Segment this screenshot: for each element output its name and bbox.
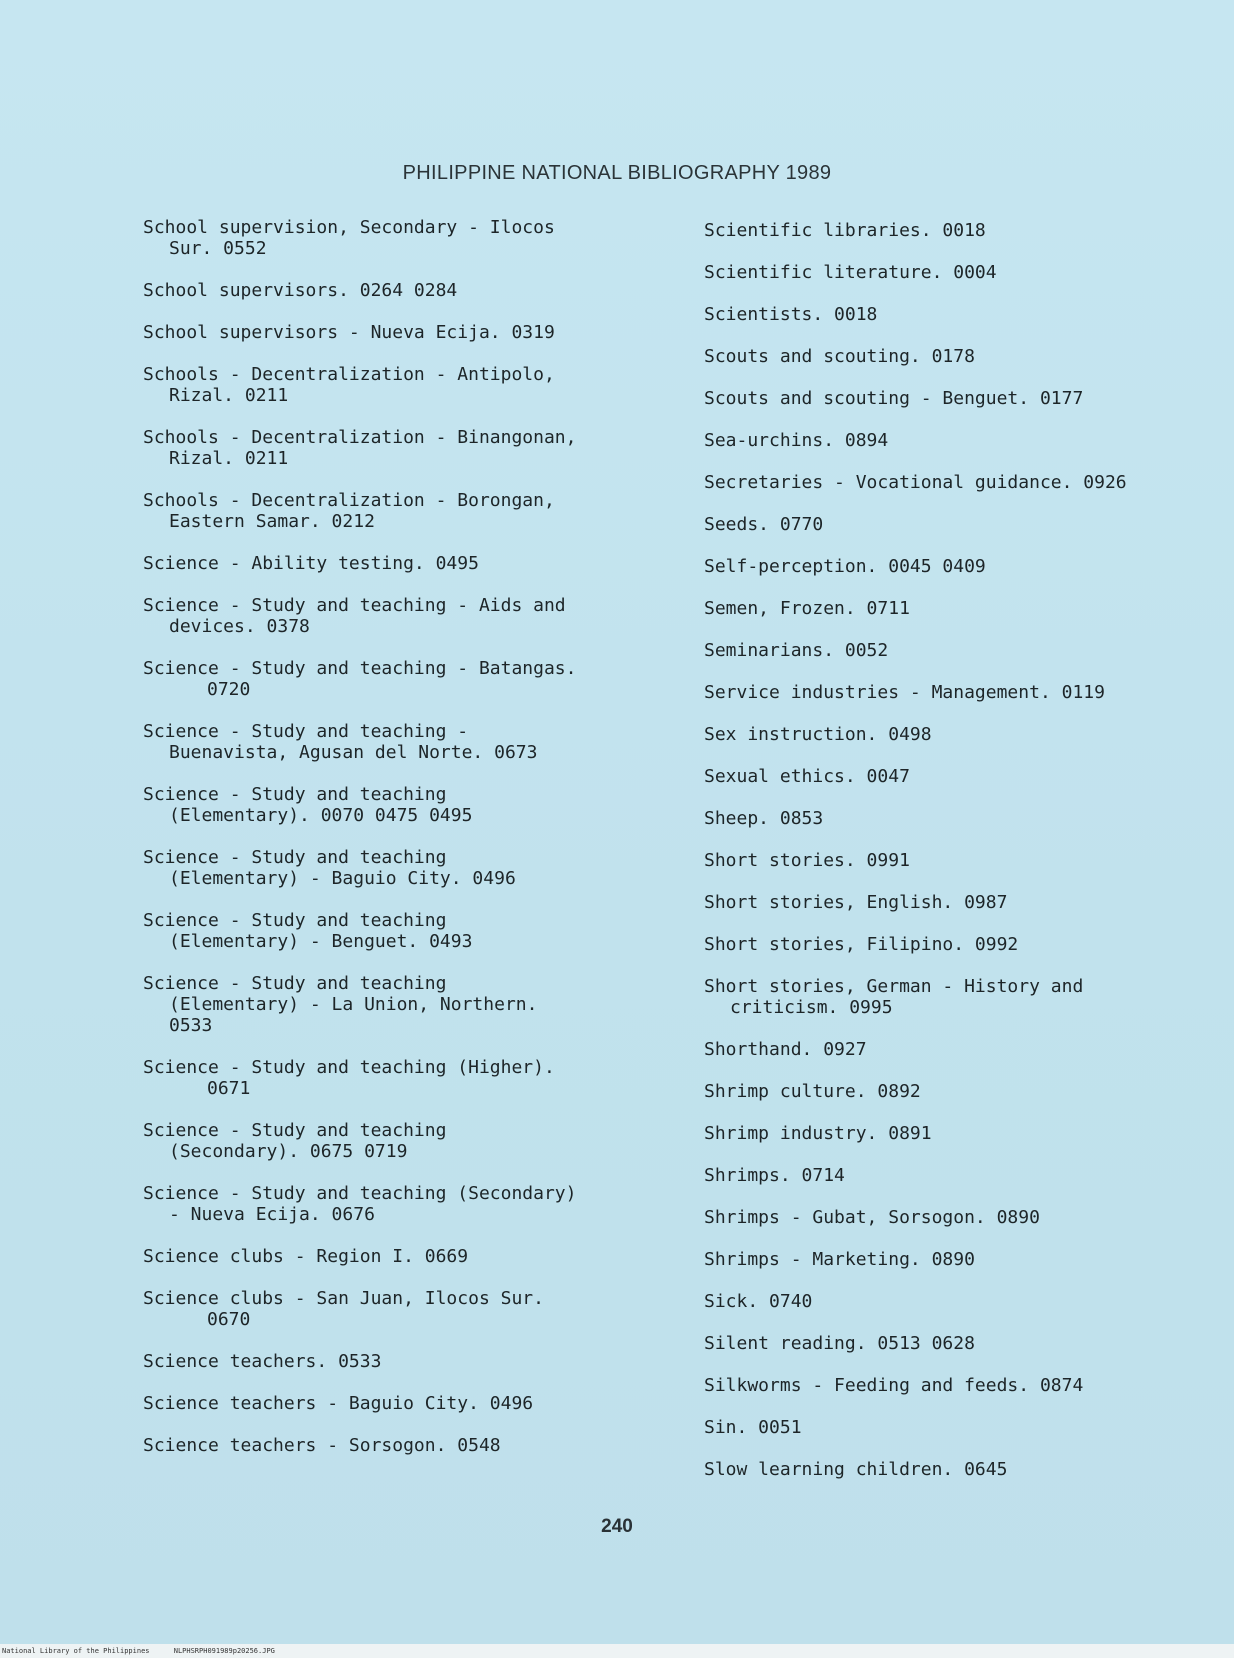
entry-heading: Science clubs - Region I. 0669 bbox=[143, 1246, 469, 1267]
index-entry bbox=[704, 388, 1224, 409]
entry-heading: Short stories, German - History and bbox=[704, 976, 1084, 997]
index-entry bbox=[704, 1333, 1224, 1354]
entry-heading: Sex instruction. 0498 bbox=[704, 724, 932, 745]
index-entry bbox=[143, 490, 663, 532]
entry-heading: Science - Study and teaching - bbox=[143, 721, 469, 742]
entry-heading: Science teachers - Baguio City. 0496 bbox=[143, 1393, 534, 1414]
index-entry bbox=[143, 784, 663, 826]
entry-continuation: Buenavista, Agusan del Norte. 0673 bbox=[169, 742, 538, 763]
entry-heading: Schools - Decentralization - Antipolo, bbox=[143, 364, 555, 385]
right-index-column bbox=[704, 220, 1224, 1501]
entry-heading: Science teachers - Sorsogon. 0548 bbox=[143, 1435, 501, 1456]
index-entry bbox=[704, 472, 1224, 493]
entry-continuation: (Secondary). 0675 0719 bbox=[169, 1141, 408, 1162]
entry-continuation: Rizal. 0211 bbox=[169, 448, 289, 469]
entry-heading: Science - Study and teaching bbox=[143, 910, 447, 931]
entry-heading: Self-perception. 0045 0409 bbox=[704, 556, 986, 577]
entry-heading: Science - Study and teaching bbox=[143, 847, 447, 868]
index-entry bbox=[143, 364, 663, 406]
index-entry bbox=[143, 658, 663, 700]
entry-continuation: - Nueva Ecija. 0676 bbox=[169, 1204, 375, 1225]
entry-heading: Science clubs - San Juan, Ilocos Sur. bbox=[143, 1288, 544, 1309]
entry-heading: Short stories, Filipino. 0992 bbox=[704, 934, 1019, 955]
entry-heading: Science - Study and teaching bbox=[143, 973, 447, 994]
entry-heading: Shrimps. 0714 bbox=[704, 1165, 845, 1186]
index-entry bbox=[143, 910, 663, 952]
index-entry bbox=[704, 556, 1224, 577]
entry-heading: Scientists. 0018 bbox=[704, 304, 878, 325]
index-entry bbox=[704, 1081, 1224, 1102]
index-entry bbox=[143, 1393, 663, 1414]
entry-heading: Schools - Decentralization - Borongan, bbox=[143, 490, 555, 511]
page-header: PHILIPPINE NATIONAL BIBLIOGRAPHY 1989 bbox=[402, 162, 832, 184]
entry-heading: Scouts and scouting - Benguet. 0177 bbox=[704, 388, 1084, 409]
entry-heading: Science - Study and teaching (Secondary) bbox=[143, 1183, 577, 1204]
index-entry bbox=[704, 1123, 1224, 1144]
footer-filename: NLPHSRPH091989p20256.JPG bbox=[173, 1647, 275, 1655]
index-entry bbox=[143, 1435, 663, 1456]
index-entry bbox=[704, 220, 1224, 241]
entry-heading: Science - Study and teaching bbox=[143, 1120, 447, 1141]
footer-source: National Library of the Philippines bbox=[2, 1647, 150, 1655]
entry-heading: Silkworms - Feeding and feeds. 0874 bbox=[704, 1375, 1084, 1396]
left-index-column bbox=[143, 217, 663, 1477]
entry-continuation: Eastern Samar. 0212 bbox=[169, 511, 375, 532]
index-entry bbox=[143, 1120, 663, 1162]
entry-heading: Seeds. 0770 bbox=[704, 514, 824, 535]
index-entry bbox=[143, 280, 663, 301]
entry-heading: Short stories, English. 0987 bbox=[704, 892, 1008, 913]
entry-heading: Scouts and scouting. 0178 bbox=[704, 346, 975, 367]
index-entry bbox=[143, 217, 663, 259]
entry-heading: Scientific libraries. 0018 bbox=[704, 220, 986, 241]
entry-heading: Shorthand. 0927 bbox=[704, 1039, 867, 1060]
entry-heading: Sea-urchins. 0894 bbox=[704, 430, 889, 451]
index-entry bbox=[704, 1459, 1224, 1480]
entry-heading: Sick. 0740 bbox=[704, 1291, 813, 1312]
index-entry bbox=[704, 976, 1224, 1018]
index-entry bbox=[704, 430, 1224, 451]
index-entry bbox=[704, 724, 1224, 745]
index-entry bbox=[704, 766, 1224, 787]
index-entry bbox=[704, 1207, 1224, 1228]
page-number: 240 bbox=[601, 1516, 633, 1537]
index-entry bbox=[704, 892, 1224, 913]
entry-heading: Science - Study and teaching (Higher). bbox=[143, 1057, 555, 1078]
entry-continuation: 0533 bbox=[169, 1015, 213, 1036]
entry-heading: Service industries - Management. 0119 bbox=[704, 682, 1105, 703]
entry-heading: Schools - Decentralization - Binangonan, bbox=[143, 427, 577, 448]
entry-heading: School supervision, Secondary - Ilocos bbox=[143, 217, 555, 238]
index-entry bbox=[143, 1288, 663, 1330]
index-entry bbox=[704, 598, 1224, 619]
index-entry bbox=[143, 427, 663, 469]
index-entry bbox=[704, 808, 1224, 829]
index-entry bbox=[143, 1246, 663, 1267]
entry-heading: School supervisors - Nueva Ecija. 0319 bbox=[143, 322, 555, 343]
index-entry bbox=[143, 721, 663, 763]
index-entry bbox=[704, 262, 1224, 283]
index-entry bbox=[704, 1417, 1224, 1438]
index-entry bbox=[704, 682, 1224, 703]
scan-footer bbox=[0, 1644, 1234, 1658]
index-entry bbox=[143, 553, 663, 574]
entry-heading: Shrimp culture. 0892 bbox=[704, 1081, 921, 1102]
entry-continuation: 0671 bbox=[207, 1078, 251, 1099]
entry-continuation: (Elementary) - Baguio City. 0496 bbox=[169, 868, 516, 889]
index-entry bbox=[143, 1351, 663, 1372]
index-entry bbox=[143, 1057, 663, 1099]
entry-heading: Sheep. 0853 bbox=[704, 808, 824, 829]
index-entry bbox=[704, 1039, 1224, 1060]
entry-heading: Seminarians. 0052 bbox=[704, 640, 889, 661]
entry-heading: Sin. 0051 bbox=[704, 1417, 802, 1438]
entry-heading: Shrimps - Gubat, Sorsogon. 0890 bbox=[704, 1207, 1040, 1228]
entry-heading: Science - Study and teaching bbox=[143, 784, 447, 805]
index-entry bbox=[143, 847, 663, 889]
entry-heading: Secretaries - Vocational guidance. 0926 bbox=[704, 472, 1127, 493]
index-entry bbox=[143, 973, 663, 1036]
entry-heading: Science - Study and teaching - Batangas. bbox=[143, 658, 577, 679]
entry-continuation: (Elementary) - La Union, Northern. bbox=[169, 994, 538, 1015]
entry-continuation: 0670 bbox=[207, 1309, 251, 1330]
index-entry bbox=[704, 304, 1224, 325]
entry-continuation: (Elementary). 0070 0475 0495 bbox=[169, 805, 473, 826]
index-entry bbox=[704, 934, 1224, 955]
entry-heading: Scientific literature. 0004 bbox=[704, 262, 997, 283]
entry-continuation: 0720 bbox=[207, 679, 251, 700]
index-entry bbox=[704, 1291, 1224, 1312]
index-entry bbox=[704, 514, 1224, 535]
entry-continuation: (Elementary) - Benguet. 0493 bbox=[169, 931, 473, 952]
index-entry bbox=[143, 1183, 663, 1225]
entry-heading: School supervisors. 0264 0284 bbox=[143, 280, 458, 301]
entry-continuation: criticism. 0995 bbox=[730, 997, 893, 1018]
entry-heading: Slow learning children. 0645 bbox=[704, 1459, 1008, 1480]
entry-heading: Shrimp industry. 0891 bbox=[704, 1123, 932, 1144]
entry-continuation: Sur. 0552 bbox=[169, 238, 267, 259]
index-entry bbox=[704, 640, 1224, 661]
index-entry bbox=[704, 1165, 1224, 1186]
entry-continuation: Rizal. 0211 bbox=[169, 385, 289, 406]
index-entry bbox=[704, 850, 1224, 871]
index-entry bbox=[704, 1249, 1224, 1270]
entry-heading: Science - Study and teaching - Aids and bbox=[143, 595, 566, 616]
entry-heading: Science teachers. 0533 bbox=[143, 1351, 382, 1372]
entry-heading: Science - Ability testing. 0495 bbox=[143, 553, 479, 574]
index-entry bbox=[143, 322, 663, 343]
index-entry bbox=[704, 1375, 1224, 1396]
entry-heading: Semen, Frozen. 0711 bbox=[704, 598, 910, 619]
entry-continuation: devices. 0378 bbox=[169, 616, 310, 637]
entry-heading: Sexual ethics. 0047 bbox=[704, 766, 910, 787]
entry-heading: Shrimps - Marketing. 0890 bbox=[704, 1249, 975, 1270]
entry-heading: Silent reading. 0513 0628 bbox=[704, 1333, 975, 1354]
index-entry bbox=[704, 346, 1224, 367]
index-entry bbox=[143, 595, 663, 637]
entry-heading: Short stories. 0991 bbox=[704, 850, 910, 871]
